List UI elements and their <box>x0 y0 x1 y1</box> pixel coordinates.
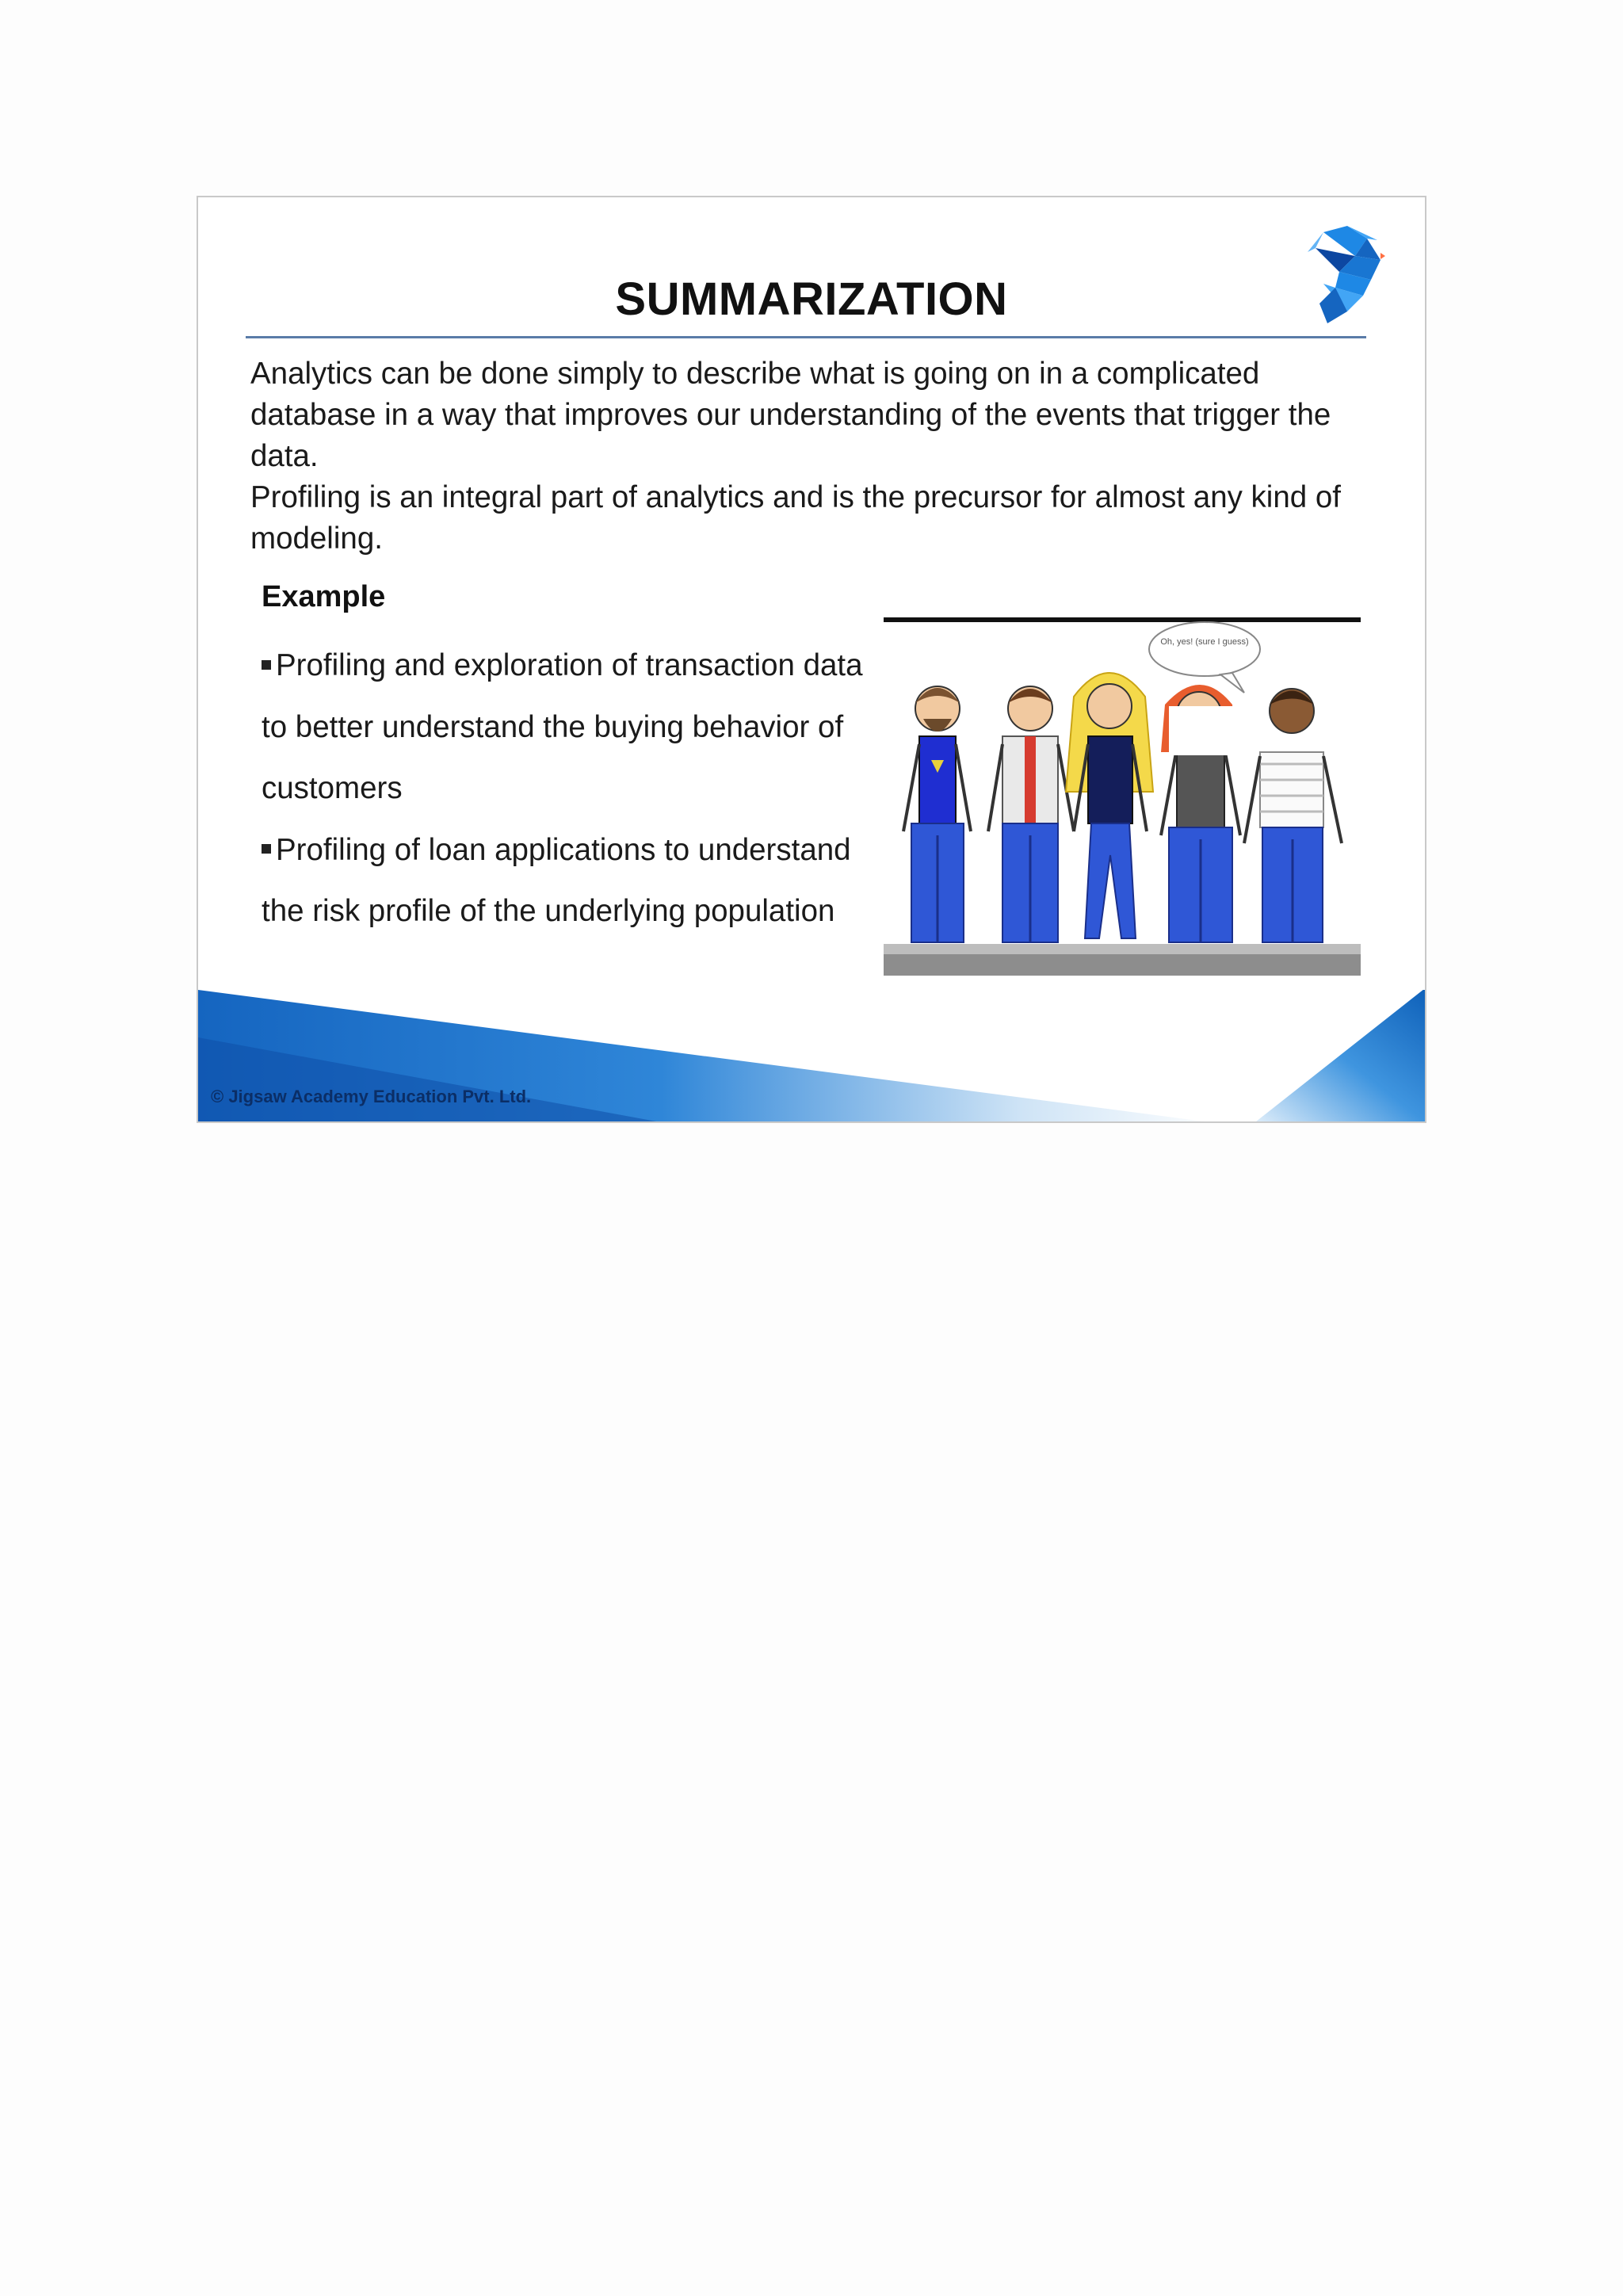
example-heading: Example <box>262 580 386 613</box>
square-bullet-icon <box>262 844 271 854</box>
title-divider <box>246 336 1366 338</box>
cartoon-people-illustration <box>884 617 1361 976</box>
example-bullet-list <box>262 635 864 942</box>
person-man-red-scarf <box>988 686 1074 942</box>
brain-head-logo-icon <box>1292 224 1387 327</box>
bullet-text: Profiling of loan applications to understand the risk profile of the underlying population <box>262 832 851 928</box>
person-blonde-woman <box>1066 673 1153 938</box>
intro-paragraph-2: Profiling is an integral part of analytics and is the precursor for almost any kind of modeling. <box>250 480 1341 556</box>
bullet-text: Profiling and exploration of transaction data to better understand the buying behavior of customers <box>262 648 863 805</box>
intro-paragraph-1: Analytics can be done simply to describe what is going on in a complicated database in a way that improves our understanding of the events that trigger the data. <box>250 357 1331 473</box>
slide-title: SUMMARIZATION <box>615 273 1008 325</box>
person-bearded-man <box>903 686 971 942</box>
bullet-item <box>262 635 864 819</box>
slide <box>197 196 1426 1123</box>
speech-bubble-text: Oh, yes! (sure I guess) <box>1160 637 1249 647</box>
copyright-text: © Jigsaw Academy Education Pvt. Ltd. <box>211 1087 532 1106</box>
bullet-item <box>262 819 864 942</box>
square-bullet-icon <box>262 660 271 670</box>
intro-text <box>250 353 1360 560</box>
